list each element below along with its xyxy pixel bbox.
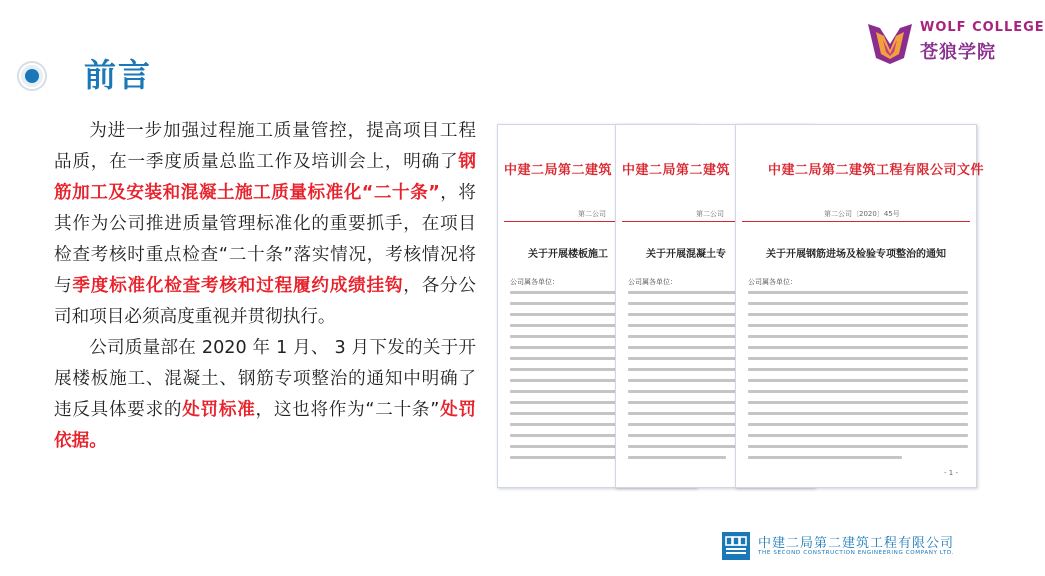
document-stack xyxy=(497,124,985,488)
paragraph-2 xyxy=(54,333,476,457)
document-title: 关于开展混凝土专 xyxy=(646,249,726,260)
paragraph-1-text-3: ，各分公司和项目必须高度重视并贯彻执行。 xyxy=(54,276,476,327)
paragraph-2-text-1: 公司质量部在 2020 年 1 月、 3 月下发的关于开展楼板施工、混凝土、钢筋专项整治的通知中明确了违反具体要求的 xyxy=(54,338,476,420)
document-header: 中建二局第二建筑 xyxy=(622,163,731,178)
company-name-cn: 中建二局第二建筑工程有限公司 xyxy=(758,536,955,551)
document-body-text xyxy=(748,291,968,467)
highlight-standard-twenty-items: 钢筋加工及安装和混凝土施工质量标准化“二十条” xyxy=(54,152,476,203)
body-text xyxy=(54,116,476,457)
document-number: 第二公司〔2020〕45号 xyxy=(824,210,900,218)
cscec-logo-icon xyxy=(722,532,750,560)
document-header: 中建二局第二建筑 xyxy=(504,163,613,178)
document-title: 关于开展钢筋进场及检验专项整治的通知 xyxy=(766,249,946,260)
document-addressee: 公司属各单位： xyxy=(510,278,559,286)
document-header: 中建二局第二建筑工程有限公司文件 xyxy=(768,163,985,178)
paragraph-1 xyxy=(54,116,476,333)
highlight-penalty-standard: 处罚标准 xyxy=(182,400,256,420)
document-red-rule xyxy=(742,221,970,222)
document-number: 第二公司 xyxy=(696,210,724,218)
document-number: 第二公司 xyxy=(578,210,606,218)
target-circle-icon xyxy=(16,60,48,92)
document-page-number: - 1 - xyxy=(944,469,958,477)
logo-name-cn: 苍狼学院 xyxy=(920,42,996,63)
page-title: 前言 xyxy=(84,56,153,94)
highlight-quarterly-assessment: 季度标准化检查考核和过程履约成绩挂钩 xyxy=(72,276,404,296)
document-addressee: 公司属各单位： xyxy=(748,278,797,286)
paragraph-1-text-2: ，将其作为公司推进质量管理标准化的重要抓手，在项目检查考核时重点检查“二十条”落实情况，考核情况将与 xyxy=(54,183,476,296)
highlight-penalty-basis: 处罚依据。 xyxy=(54,400,476,451)
paragraph-1-text-1: 为进一步加强过程施工质量管控，提高项目工程品质，在一季度质量总监工作及培训会上，明确了 xyxy=(54,121,476,172)
document-title: 关于开展楼板施工 xyxy=(528,249,608,260)
document-rebar-notice xyxy=(735,124,985,488)
company-footer xyxy=(722,532,962,562)
wolf-college-logo-icon xyxy=(866,18,914,66)
logo-name-en: WOLF COLLEGE xyxy=(920,20,1045,35)
paragraph-2-text-2: ，这也将作为“二十条” xyxy=(255,400,440,420)
wolf-college-logo xyxy=(866,16,1045,72)
company-name-en: THE SECOND CONSTRUCTION ENGINEERING COMPANY LTD. xyxy=(758,550,955,556)
document-addressee: 公司属各单位： xyxy=(628,278,677,286)
